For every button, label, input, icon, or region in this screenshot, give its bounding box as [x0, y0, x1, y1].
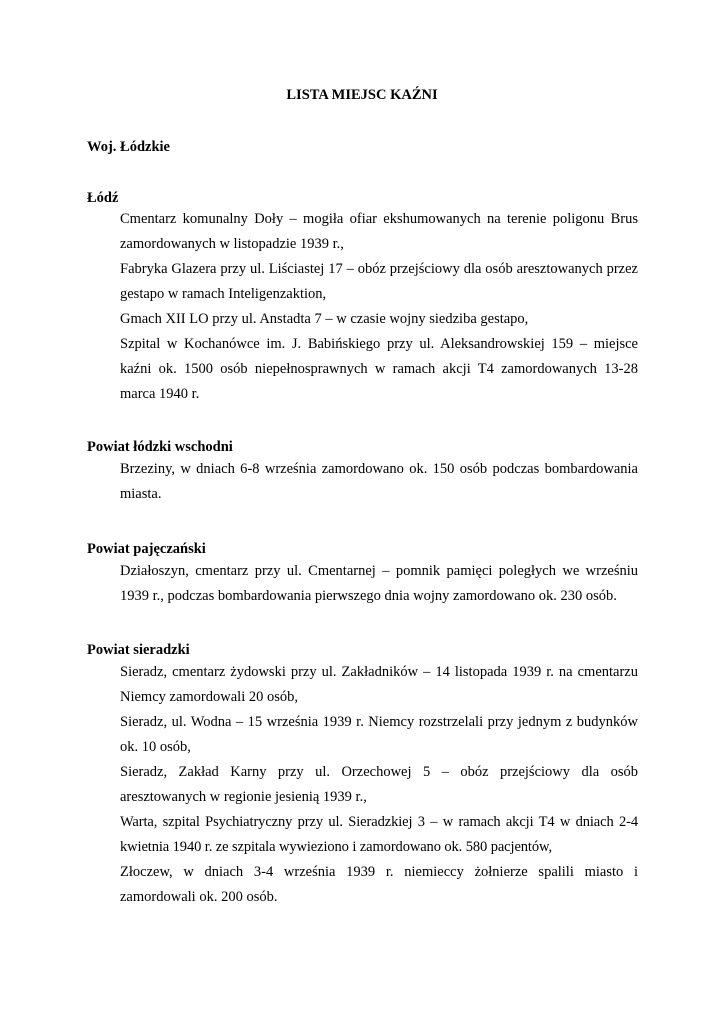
list-item: Działoszyn, cmentarz przy ul. Cmentarnej – pomnik pamięci poległych we wrześniu 1939 r., podczas bombardowania pierwszego dnia wojny zamordowano ok. 230 osób. — [120, 563, 638, 604]
list-item: Złoczew, w dniach 3-4 września 1939 r. niemieccy żołnierze spalili miasto i zamordowali ok. 200 osób. — [120, 864, 638, 905]
section-heading-lodz: Łódź — [87, 190, 119, 206]
list-item: Cmentarz komunalny Doły – mogiła ofiar ekshumowanych na terenie poligonu Brus zamordowanych w listopadzie 1939 r., — [120, 211, 638, 252]
list-item: Warta, szpital Psychiatryczny przy ul. Sieradzkiej 3 – w ramach akcji T4 w dniach 2-4 kwietnia 1940 r. ze szpitala wywieziono i zamordowano ok. 580 pacjentów, — [120, 814, 638, 855]
section-entries-lodzki-wschodni — [120, 457, 638, 507]
section-entries-pajeczanski — [120, 559, 638, 609]
list-item: Fabryka Glazera przy ul. Liściastej 17 – obóz przejściowy dla osób aresztowanych przez gestapo w ramach Inteligenzaktion, — [120, 261, 638, 302]
list-item: Sieradz, cmentarz żydowski przy ul. Zakładników – 14 listopada 1939 r. na cmentarzu Niemcy zamordowali 20 osób, — [120, 664, 638, 705]
section-heading-lodzki-wschodni: Powiat łódzki wschodni — [87, 439, 233, 455]
section-entries-sieradzki — [120, 660, 638, 910]
list-item: Gmach XII LO przy ul. Anstadta 7 – w czasie wojny siedziba gestapo, — [120, 311, 529, 327]
section-heading-sieradzki: Powiat sieradzki — [87, 642, 190, 658]
region-heading: Woj. Łódzkie — [87, 139, 170, 155]
list-item: Szpital w Kochanówce im. J. Babińskiego przy ul. Aleksandrowskiej 159 – miejsce kaźni ok. 1500 osób niepełnosprawnych w ramach akcji T4 zamordowanych 13-28 marca 1940 r. — [120, 336, 638, 402]
document-title: LISTA MIEJSC KAŹNI — [286, 87, 438, 103]
list-item: Sieradz, ul. Wodna – 15 września 1939 r. Niemcy rozstrzelali przy jednym z budynków ok. 10 osób, — [120, 714, 638, 755]
list-item: Sieradz, Zakład Karny przy ul. Orzechowej 5 – obóz przejściowy dla osób aresztowanych w regionie jesienią 1939 r., — [120, 764, 638, 805]
section-entries-lodz — [120, 207, 638, 407]
section-heading-pajeczanski: Powiat pajęczański — [87, 541, 206, 557]
list-item: Brzeziny, w dniach 6-8 września zamordowano ok. 150 osób podczas bombardowania miasta. — [120, 461, 638, 502]
